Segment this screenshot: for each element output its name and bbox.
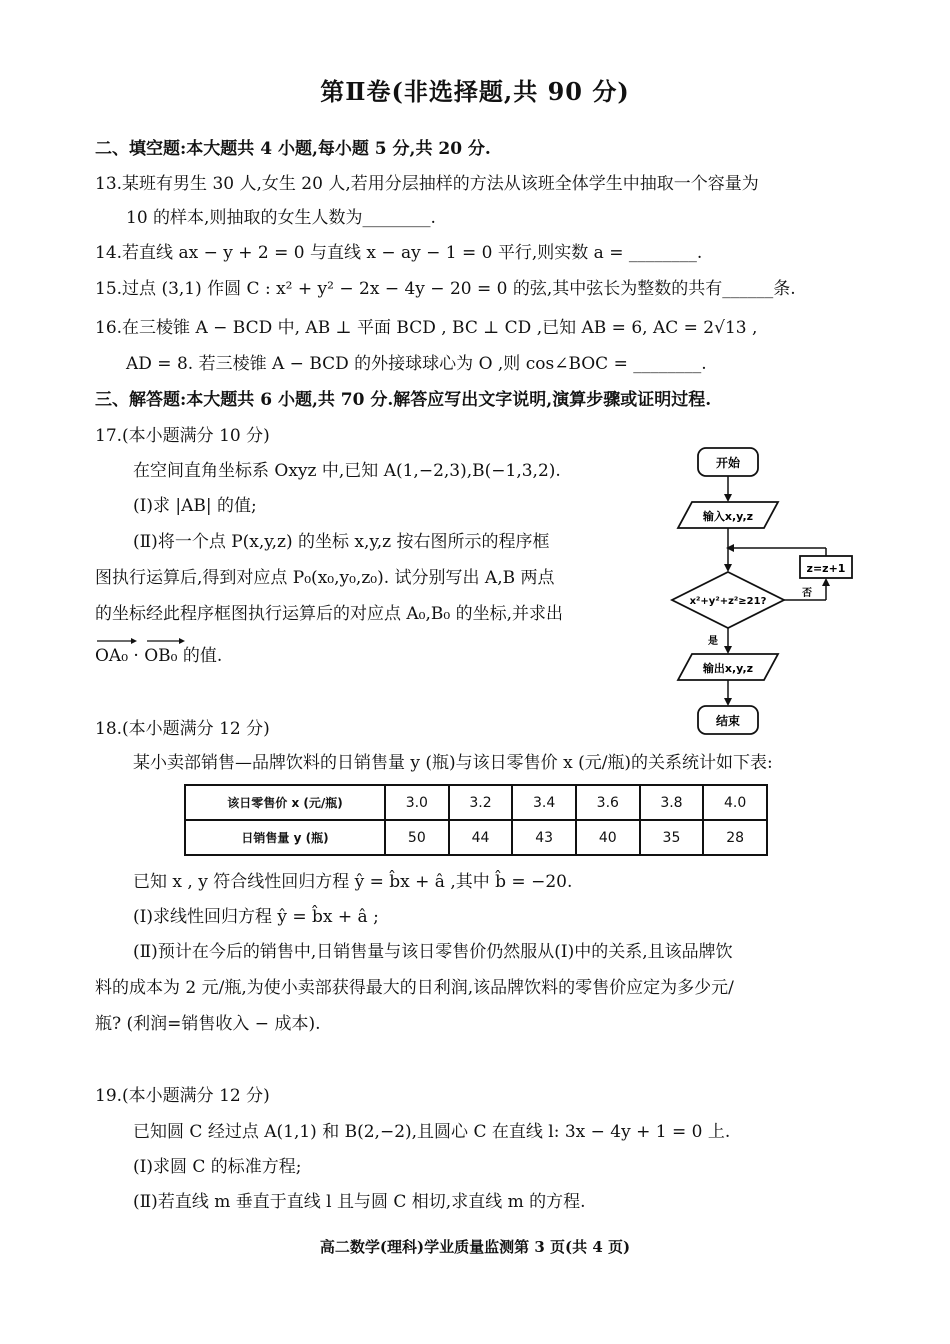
section-title: 第Ⅱ卷(非选择题,共 90 分)	[320, 77, 630, 106]
flow-yes-label: 是	[708, 636, 718, 647]
question-18-part-2-line-3: 瓶? (利润=销售收入 − 成本).	[95, 1014, 321, 1034]
table-row	[185, 785, 767, 820]
question-16-line-1: 16.在三棱锥 A − BCD 中, AB ⊥ 平面 BCD , BC ⊥ CD ,已知 AB = 6, AC = 2√13 ,	[95, 318, 758, 338]
question-18-stem: 某小卖部销售—品牌饮料的日销售量 y (瓶)与该日零售价 x (元/瓶)的关系统计如下表:	[133, 753, 773, 773]
question-13-line-2: 10 的样本,则抽取的女生人数为________.	[126, 208, 436, 228]
question-18-part-2-line-2: 料的成本为 2 元/瓶,为使小卖部获得最大的日利润,该品牌饮料的零售价应定为多少元/	[95, 978, 734, 998]
flow-condition-text: x²+y²+z²≥21?	[689, 596, 767, 607]
sales-table	[184, 784, 768, 856]
table-cell: 3.6	[576, 785, 640, 820]
table-cell: 4.0	[703, 785, 767, 820]
flow-output-text: 输出x,y,z	[702, 662, 754, 675]
vector-arrows	[95, 636, 185, 646]
table-cell: 44	[449, 820, 513, 855]
table-row-label-sales: 日销售量 y (瓶)	[185, 820, 385, 855]
question-19-part-2: (Ⅱ)若直线 m 垂直于直线 l 且与圆 C 相切,求直线 m 的方程.	[133, 1192, 586, 1212]
table-cell: 3.0	[385, 785, 449, 820]
table-cell: 43	[512, 820, 576, 855]
question-18-part-2-line-1: (Ⅱ)预计在今后的销售中,日销售量与该日零售价仍然服从(Ⅰ)中的关系,且该品牌饮	[133, 942, 733, 962]
question-19-header: 19.(本小题满分 12 分)	[95, 1086, 270, 1106]
flow-start-text: 开始	[715, 456, 741, 470]
page-footer: 高二数学(理科)学业质量监测第 3 页(共 4 页)	[319, 1238, 631, 1256]
question-17-part-2-line-1: (Ⅱ)将一个点 P(x,y,z) 的坐标 x,y,z 按右图所示的程序框	[133, 532, 550, 552]
table-cell: 3.2	[449, 785, 513, 820]
question-17-part-2-line-3: 的坐标经此程序框图执行运算后的对应点 A₀,B₀ 的坐标,并求出	[95, 604, 564, 624]
table-cell: 40	[576, 820, 640, 855]
question-18-header: 18.(本小题满分 12 分)	[95, 719, 270, 739]
flow-no-label: 否	[802, 588, 812, 599]
table-cell: 28	[703, 820, 767, 855]
question-13-line-1: 13.某班有男生 30 人,女生 20 人,若用分层抽样的方法从该班全体学生中抽取一个容量为	[95, 174, 759, 194]
question-16-line-2: AD = 8. 若三棱锥 A − BCD 的外接球球心为 O ,则 cos∠BOC = ________.	[126, 354, 707, 374]
table-cell: 3.4	[512, 785, 576, 820]
flow-input-text: 输入x,y,z	[702, 510, 754, 523]
table-cell: 35	[640, 820, 704, 855]
question-17-part-2-line-4: OA₀ · OB₀ 的值.	[95, 646, 223, 666]
question-17-part-1: (Ⅰ)求 |AB| 的值;	[133, 496, 257, 516]
question-17-header: 17.(本小题满分 10 分)	[95, 426, 270, 446]
flow-end-text: 结束	[715, 714, 741, 728]
solution-heading: 三、解答题:本大题共 6 小题,共 70 分.解答应写出文字说明,演算步骤或证明过程.	[95, 390, 712, 410]
question-15: 15.过点 (3,1) 作圆 C : x² + y² − 2x − 4y − 20 = 0 的弦,其中弦长为整数的共有______条.	[95, 279, 796, 299]
question-19-part-1: (Ⅰ)求圆 C 的标准方程;	[133, 1157, 302, 1177]
table-cell: 3.8	[640, 785, 704, 820]
question-19-stem: 已知圆 C 经过点 A(1,1) 和 B(2,−2),且圆心 C 在直线 l: 3x − 4y + 1 = 0 上.	[133, 1122, 731, 1142]
table-cell: 50	[385, 820, 449, 855]
question-17-part-2-line-2: 图执行运算后,得到对应点 P₀(x₀,y₀,z₀). 试分别写出 A,B 两点	[95, 568, 555, 588]
table-row	[185, 820, 767, 855]
fill-blank-heading: 二、填空题:本大题共 4 小题,每小题 5 分,共 20 分.	[95, 139, 491, 159]
flow-update-text: z=z+1	[806, 562, 846, 575]
question-17-stem: 在空间直角坐标系 Oxyz 中,已知 A(1,−2,3),B(−1,3,2).	[133, 461, 561, 481]
program-flowchart	[660, 440, 860, 740]
table-row-label-price: 该日零售价 x (元/瓶)	[185, 785, 385, 820]
question-14: 14.若直线 ax − y + 2 = 0 与直线 x − ay − 1 = 0 平行,则实数 a = ________.	[95, 243, 703, 263]
question-18-part-1: (Ⅰ)求线性回归方程 ŷ = b̂x + â ;	[133, 907, 379, 927]
question-18-regression-given: 已知 x , y 符合线性回归方程 ŷ = b̂x + â ,其中 b̂ = −20.	[133, 872, 573, 892]
